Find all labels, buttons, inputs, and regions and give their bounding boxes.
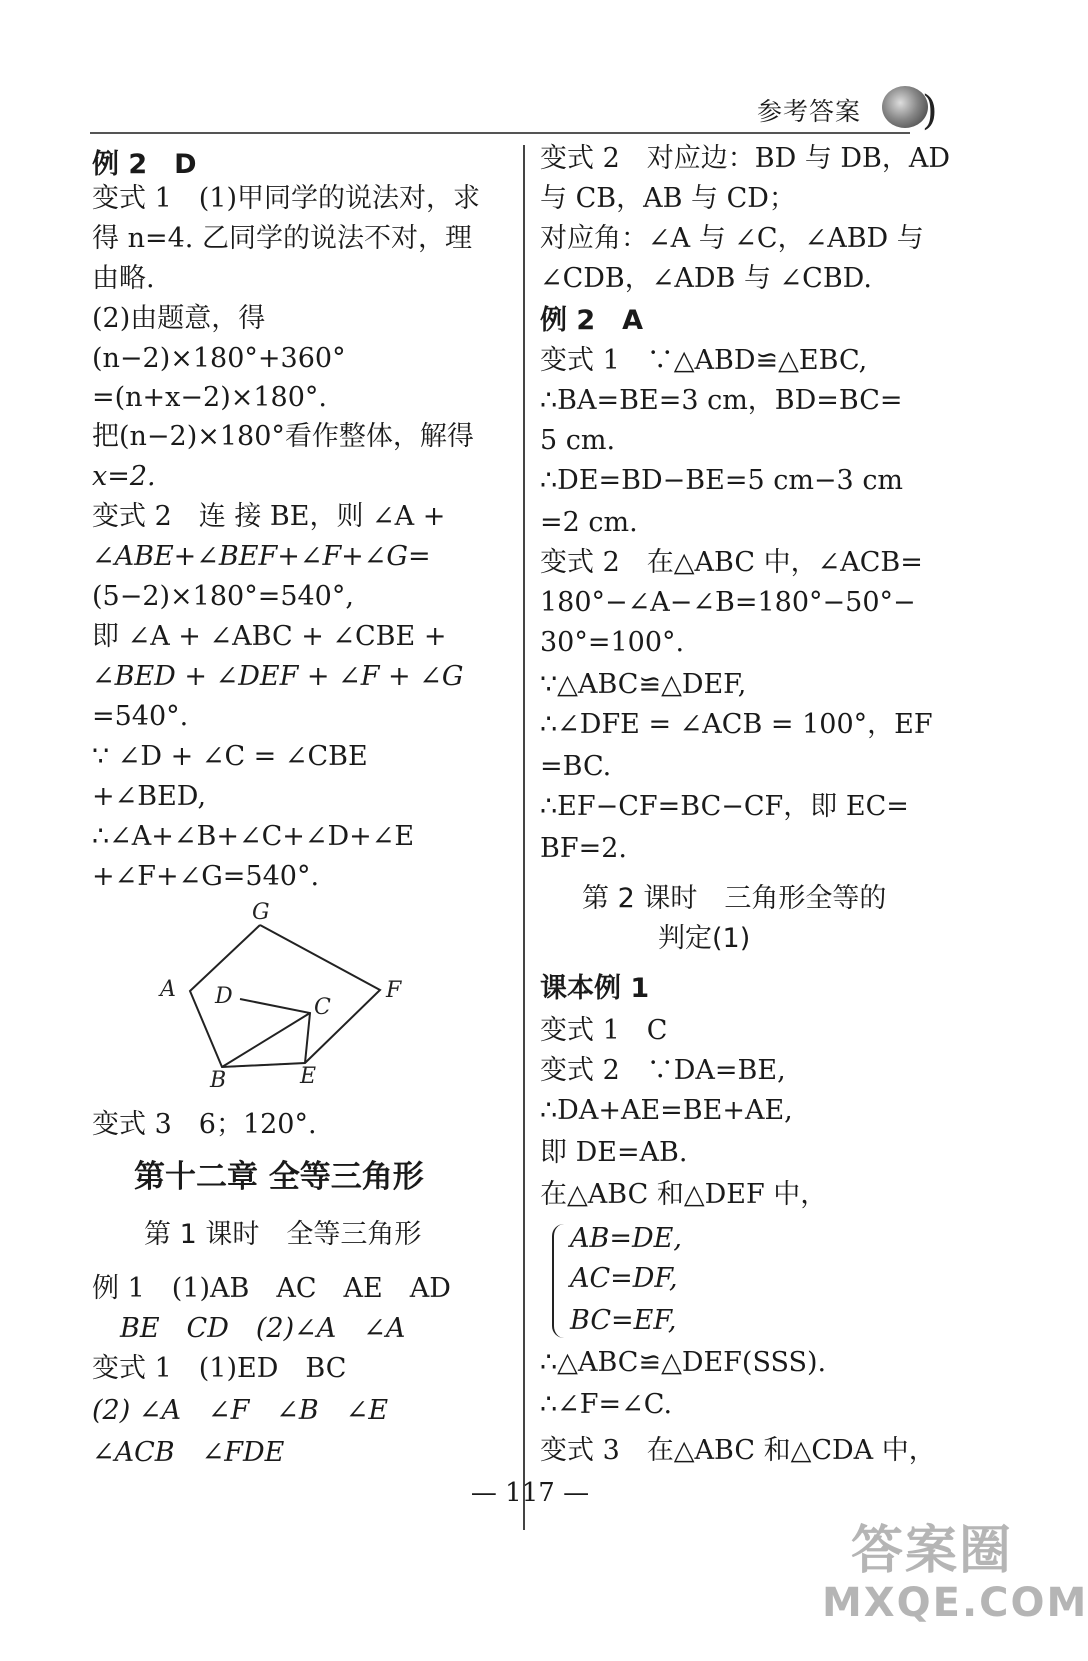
answer-line: (5−2)×180°=540°,: [92, 581, 354, 612]
watermark-bottom: MXQE.COM: [822, 1580, 1088, 1626]
label-e: E: [300, 1064, 317, 1089]
answer-line: 变式 3 6；120°.: [92, 1109, 317, 1140]
answer-line: ∠CDB，∠ADB 与 ∠CBD.: [540, 263, 872, 294]
lesson-title: 判定(1): [658, 923, 751, 954]
answer-line: =BC.: [540, 751, 612, 782]
answer-line: BE CD (2)∠A ∠A: [120, 1313, 406, 1344]
watermark-top: 答案圈: [850, 1521, 1013, 1581]
answer-line: 变式 1 (1)甲同学的说法对，求: [92, 183, 481, 214]
answer-line: ∴∠F=∠C.: [540, 1389, 673, 1420]
answer-line: 180°−∠A−∠B=180°−50°−: [540, 587, 916, 618]
answer-line: ∴∠DFE = ∠ACB = 100°，EF: [540, 709, 933, 740]
answer-line: (2)由题意，得: [92, 303, 266, 334]
answer-line: ∴△ABC≌△DEF(SSS).: [540, 1347, 827, 1378]
brace-line: [570, 1262, 678, 1296]
answer-line: 变式 2 连 接 BE，则 ∠A +: [92, 501, 446, 532]
line-cb: [222, 1013, 310, 1067]
answer-line: 即 ∠A + ∠ABC + ∠CBE +: [92, 621, 447, 652]
answer-line: 变式 1 C: [540, 1015, 668, 1046]
page-number: — 117 —: [470, 1478, 590, 1508]
answer-line: x=2.: [92, 461, 156, 492]
brace-line-text: AB=DE,: [570, 1223, 682, 1254]
page-header: [0, 0, 1060, 150]
answer-line: 变式 1 (1)ED BC: [92, 1353, 347, 1384]
label-f: F: [386, 978, 402, 1003]
answer-line: BF=2.: [540, 833, 627, 864]
brace-line: [570, 1304, 676, 1338]
answer-line: (2) ∠A ∠F ∠B ∠E: [92, 1395, 389, 1426]
answer-line: ∴EF−CF=BC−CF，即 EC=: [540, 791, 909, 822]
answer-line: ∴BA=BE=3 cm，BD=BC=: [540, 385, 903, 416]
answer-line: ∵△ABC≌△DEF,: [540, 669, 747, 700]
answer-line: ∵ ∠D + ∠C = ∠CBE: [92, 741, 368, 772]
label-c: C: [314, 995, 331, 1020]
answer-line: 得 n=4. 乙同学的说法不对，理: [92, 223, 472, 254]
watermark-logo: [822, 1521, 1088, 1651]
answer-line: 课本例 1: [540, 973, 650, 1004]
answer-line: =2 cm.: [540, 507, 638, 538]
answer-line: =540°.: [92, 701, 189, 732]
triangle-dc: [240, 999, 310, 1063]
answer-line: ∴∠A+∠B+∠C+∠D+∠E: [92, 821, 415, 852]
pentagon-figure: [150, 895, 430, 1095]
answer-line: 在△ABC 和△DEF 中，: [540, 1179, 828, 1210]
answer-line: +∠F+∠G=540°.: [92, 861, 320, 892]
answer-line: 例 2 D: [92, 149, 197, 180]
answer-line: 变式 2 对应边：BD 与 DB，AD: [540, 143, 951, 174]
answer-line: 变式 1 ∵△ABD≌△EBC,: [540, 345, 868, 376]
answer-line: 与 CB，AB 与 CD；: [540, 183, 796, 214]
answer-line: 变式 2 在△ABC 中，∠ACB=: [540, 547, 923, 578]
label-a: A: [160, 977, 176, 1002]
answer-line: ∴DA+AE=BE+AE,: [540, 1095, 793, 1126]
system-brace: [552, 1224, 568, 1338]
answer-line: 5 cm.: [540, 425, 616, 456]
brace-line-text: BC=EF,: [570, 1305, 677, 1336]
header-swoosh-icon: ): [922, 88, 938, 134]
answer-line: +∠BED,: [92, 781, 207, 812]
lesson-title: 第 1 课时 全等三角形: [144, 1219, 422, 1250]
brace-line-text: AC=DF,: [570, 1263, 678, 1294]
answer-line: 30°=100°.: [540, 627, 685, 658]
chapter-title: 第十二章 全等三角形: [134, 1159, 424, 1195]
header-title: 参考答案: [757, 97, 862, 126]
header-rule: [90, 132, 910, 134]
answer-line: ∠BED + ∠DEF + ∠F + ∠G: [92, 661, 464, 692]
answer-line: ∠ACB ∠FDE: [92, 1437, 285, 1468]
answer-line: 由略.: [92, 263, 155, 294]
answer-line: (n−2)×180°+360°: [92, 343, 346, 374]
column-divider: [523, 145, 525, 1530]
label-g: G: [252, 900, 270, 925]
answer-line: 变式 2 ∵DA=BE,: [540, 1055, 786, 1086]
brace-line: [570, 1222, 682, 1256]
answer-line: ∴DE=BD−BE=5 cm−3 cm: [540, 465, 904, 496]
lesson-title: 第 2 课时 三角形全等的: [582, 883, 887, 914]
answer-line: 变式 3 在△ABC 和△CDA 中，: [540, 1435, 936, 1466]
label-b: B: [210, 1068, 227, 1093]
answer-line: =(n+x−2)×180°.: [92, 382, 327, 413]
answer-line: 例 1 (1)AB AC AE AD: [92, 1273, 451, 1304]
answer-line: 对应角：∠A 与 ∠C，∠ABD 与: [540, 223, 924, 254]
answer-line: 把(n−2)×180°看作整体，解得: [92, 421, 474, 452]
answer-line: 例 2 A: [540, 305, 644, 336]
answer-line: ∠ABE+∠BEF+∠F+∠G=: [92, 541, 431, 572]
label-d: D: [215, 984, 233, 1009]
answer-line: 即 DE=AB.: [540, 1137, 688, 1168]
